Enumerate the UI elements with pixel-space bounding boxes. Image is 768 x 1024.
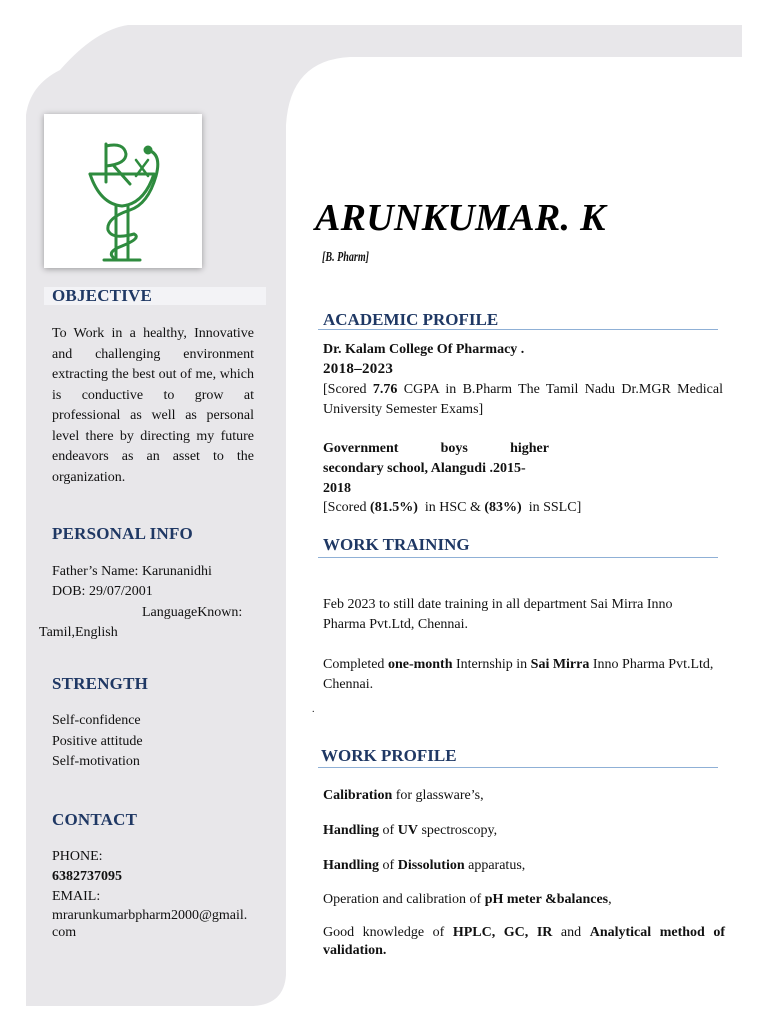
internship-paragraph [323, 655, 718, 695]
score-text: in HSC & [417, 500, 485, 515]
work-profile-item [323, 924, 725, 960]
bold-text: Dissolution [397, 858, 465, 873]
contact-heading: CONTACT [52, 810, 138, 829]
score-text: [Scored [323, 500, 371, 515]
school-line: Government boys higher [323, 441, 549, 456]
email-address[interactable] [52, 907, 247, 941]
bold-text: HPLC, GC, IR [452, 925, 553, 940]
text: apparatus, [464, 858, 526, 873]
company: Sai Mirra [530, 657, 590, 672]
candidate-degree: [B. Pharm] [322, 250, 370, 265]
rod-of-asclepius-icon [44, 114, 202, 268]
bold-text: pH meter &balances [484, 892, 609, 907]
language-label: LanguageKnown: [142, 605, 243, 620]
strength-heading: STRENGTH [52, 674, 149, 693]
work-profile-item [323, 856, 525, 876]
score-text: CGPA in B.Pharm The Tamil Nadu Dr.MGR Medical University Semester Exams] [323, 382, 723, 417]
strength-item: Self-confidence [52, 713, 141, 728]
duration: one-month [387, 657, 453, 672]
objective-heading: OBJECTIVE [52, 286, 153, 305]
text: Good knowledge of [323, 925, 453, 940]
college-score [323, 380, 723, 420]
strength-item: Positive attitude [52, 734, 143, 749]
score-text: [Scored [323, 382, 373, 397]
score-text: in SSLC] [521, 500, 582, 515]
work-training-heading: WORK TRAINING [323, 535, 470, 554]
bold-text: Analytical method of validation. [323, 925, 726, 958]
dob: DOB: 29/07/2001 [52, 584, 153, 599]
work-profile-item [323, 786, 484, 806]
text: Completed [323, 657, 388, 672]
college-years: 2018–2023 [323, 361, 394, 377]
text: of [379, 823, 398, 838]
bold-text: UV [397, 823, 418, 838]
candidate-name: ARUNKUMAR. K [315, 197, 606, 239]
hsc-score: (81.5%) [370, 500, 418, 515]
logo-frame [44, 114, 202, 268]
work-profile-item [323, 821, 497, 841]
bold-text: Calibration [323, 788, 393, 803]
strength-item: Self-motivation [52, 754, 140, 769]
father-name: Father’s Name: Karunanidhi [52, 564, 212, 579]
section-divider [318, 329, 718, 330]
text: and [552, 925, 590, 940]
training-paragraph: Feb 2023 to still date training in all department Sai Mirra Inno Pharma Pvt.Ltd, Chennai. [323, 597, 673, 632]
stray-dot: . [312, 704, 315, 715]
school-line: 2018 [323, 481, 351, 496]
text: , [608, 892, 612, 907]
email-line: com [52, 925, 77, 940]
objective-text: To Work in a healthy, Innovative and challenging environment extracting the best out of me, which is conductive to grow at professional as well as personal level there by directing my future endeavors as an asset to the organization. [52, 326, 254, 485]
school-score [323, 498, 581, 518]
school-name [323, 439, 549, 499]
academic-profile-heading: ACADEMIC PROFILE [323, 310, 499, 329]
text: spectroscopy, [417, 823, 498, 838]
cgpa-value: 7.76 [372, 382, 398, 397]
text: for glassware’s, [392, 788, 484, 803]
language-value: Tamil,English [39, 625, 118, 640]
school-line: secondary school, Alangudi .2015- [323, 461, 526, 476]
email-line: mrarunkumarbpharm2000@gmail. [52, 908, 248, 923]
bold-text: Handling [323, 858, 380, 873]
section-divider [318, 767, 718, 768]
section-divider [318, 557, 718, 558]
bold-text: Handling [323, 823, 380, 838]
text: Internship in [452, 657, 531, 672]
college-name: Dr. Kalam College Of Pharmacy . [323, 342, 525, 357]
text: Inno Pharma Pvt.Ltd, Chennai. [323, 657, 714, 692]
phone-number[interactable]: 6382737095 [52, 869, 122, 884]
text: Operation and calibration of [323, 892, 485, 907]
work-profile-item [323, 890, 612, 910]
email-label: EMAIL: [52, 889, 101, 904]
personal-info-heading: PERSONAL INFO [52, 524, 193, 543]
text: of [379, 858, 398, 873]
sslc-score: (83%) [484, 500, 522, 515]
phone-label: PHONE: [52, 849, 103, 864]
work-profile-heading: WORK PROFILE [321, 746, 457, 765]
